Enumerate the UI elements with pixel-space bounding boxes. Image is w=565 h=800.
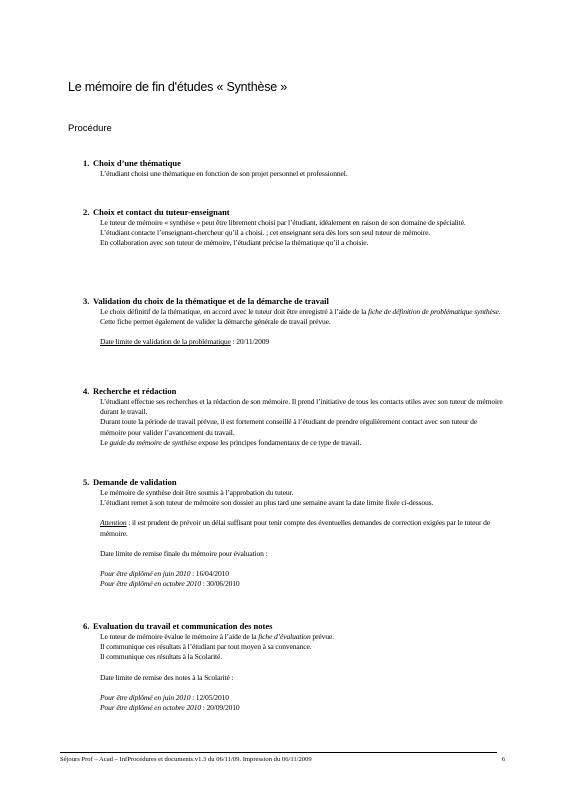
deadline-june: Pour être diplômé en juin 2010 : 16/04/2010 <box>100 569 229 579</box>
section-heading: 6. Evaluation du travail et communication des notes <box>83 621 273 631</box>
guide-reference: guide du mémoire de synthèse <box>109 437 197 447</box>
section-4 <box>83 386 503 448</box>
evaluation-form-reference: fiche d’évaluation <box>258 632 311 641</box>
page-footer <box>60 756 505 763</box>
page-subtitle: Procédure <box>68 123 112 134</box>
section-body: Le choix définitif de la thématique, en accord avec le tuteur doit être enregistré à l’aide de la fiche de définition de problématique synthèse. Cette fiche permet également de valider la démarche générale de travail prévue. Date limite de validation de la problématique : 20/11/2009 <box>100 307 503 348</box>
page-title: Le mémoire de fin d'études « Synthèse » <box>68 80 288 94</box>
grades-deadline-october: Pour être diplômé en octobre 2010 : 20/09/2010 <box>100 703 240 713</box>
page-number: 6 <box>501 756 505 763</box>
section-heading: 4. Recherche et rédaction <box>83 386 177 396</box>
section-body: Le tuteur de mémoire « synthèse » peut être librement choisi par l’étudiant, idéalement en raison de son domaine de spécialité. L’étudiant contacte l’enseignant-chercheur qu’il a choisi. ; cet enseignant sera dès lors son seul tuteur de mémoire. En collaboration avec son tuteur de mémoire, l’étudiant précise la thématique qu’il a choisie. <box>100 218 466 248</box>
section-heading: 3. Validation du choix de la thématique et de la démarche de travail <box>83 296 329 306</box>
section-heading: 1. Choix d’une thématique <box>83 158 181 168</box>
section-body: L’étudiant choisi une thématique en fonction de son projet personnel et professionnel. <box>100 169 348 178</box>
form-reference: fiche de définition de problématique synthèse. <box>368 307 501 316</box>
grades-deadline-june: Pour être diplômé en juin 2010 : 12/05/2010 <box>100 692 229 702</box>
deadline-october: Pour être diplômé en octobre 2010 : 30/06/2010 <box>100 579 240 589</box>
attention-label: Attention <box>100 518 127 528</box>
section-3 <box>83 296 503 348</box>
section-body: Le tuteur de mémoire évalue le mémoire à l’aide de la fiche d’évaluation prévue. Il communique ces résultats à l’étudiant par tout moyen à sa convenance. Il communique ces résultats à la Scolarité. Date limite de remise des notes à la Scolarité : Pour être diplômé en juin 2010 : 12/05/2010 Pour être diplômé en octobre 2010 : 20/09/2010 <box>100 632 503 713</box>
deadline-line: Date limite de validation de la problématique : 20/11/2009 <box>100 337 270 347</box>
section-5 <box>83 477 503 589</box>
section-1 <box>83 158 503 179</box>
footer-text: Séjours Prof – Acad – InfProcédures et documents.v1.3 du 06/11/09. Impression du 06/11/2009 <box>60 756 312 763</box>
section-heading: 2. Choix et contact du tuteur-enseignant <box>83 207 230 217</box>
section-heading: 5. Demande de validation <box>83 477 177 487</box>
section-body: L’étudiant effectue ses recherches et la rédaction de son mémoire. Il prend l’initiative de tous les contacts utiles avec son tuteur de mémoire durant le travail. Durant toute la période de travail prévue, il est fortement conseillé à l’étudiant de prendre régulièrement contact avec son tuteur de mémoire pour valider l’avancement du travail. Le guide du mémoire de synthèse expose les principes fondamentaux de ce type de travail. <box>100 397 503 447</box>
section-6 <box>83 621 503 713</box>
footer-divider <box>60 752 497 753</box>
section-body: Le mémoire de synthèse doit être soumis à l’approbation du tuteur. L’étudiant remet à son tuteur de mémoire son dossier au plus tard une semaine avant la date limite fixée ci-dessous. Attention : il est prudent de prévoir un délai suffisant pour tenir compte des éventuelles demandes de correction exigées par le tuteur de mémoire. Date limite de remise finale du mémoire pour évaluation : Pour être diplômé en juin 2010 : 16/04/2010 Pour être diplômé en octobre 2010 : 30/06/2010 <box>100 488 503 589</box>
section-2 <box>83 207 503 249</box>
